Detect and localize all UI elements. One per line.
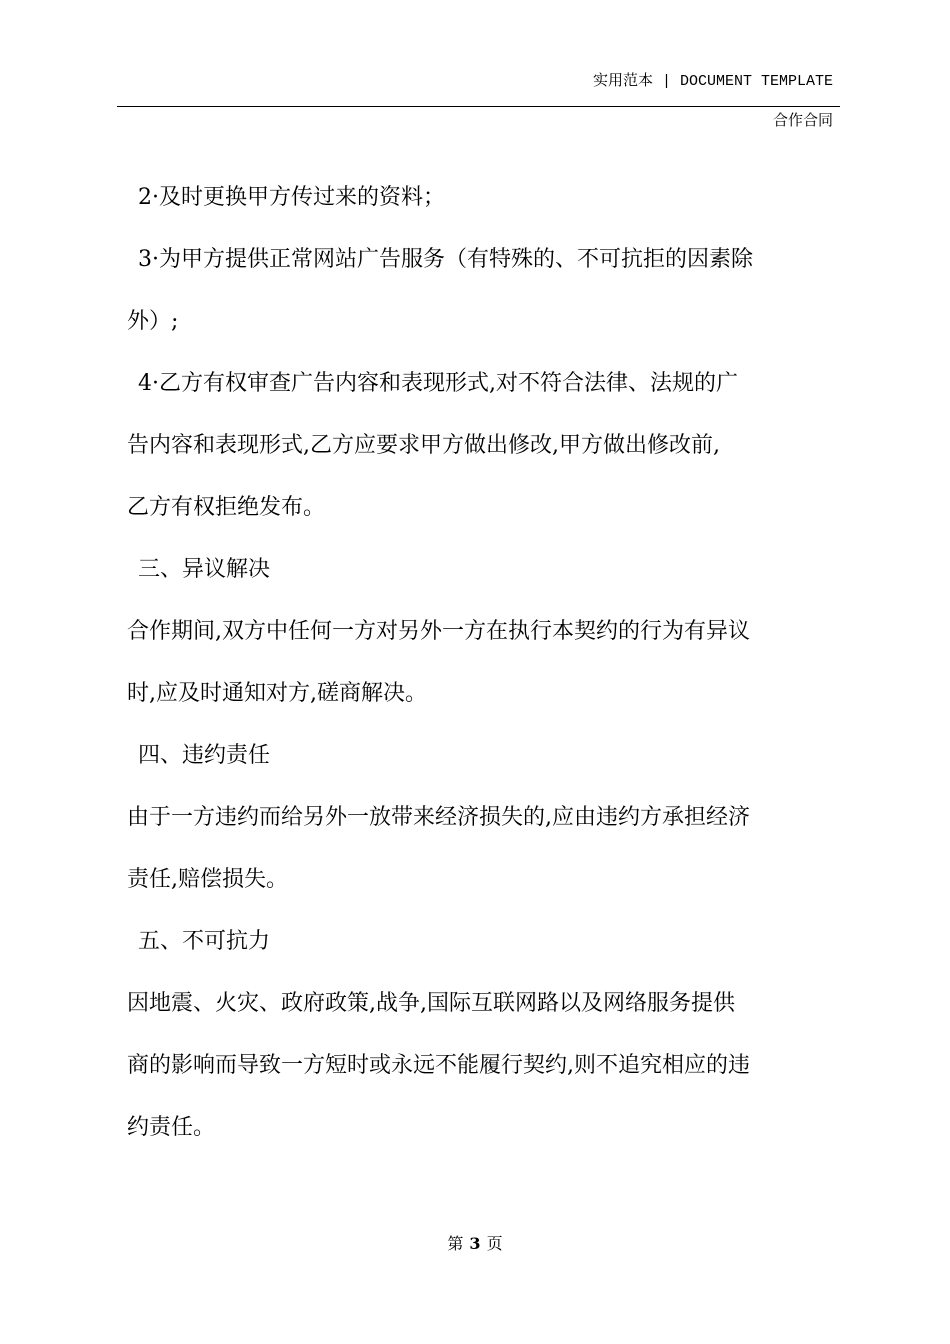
- body-line: 因地震、火灾、政府政策,战争,国际互联网路以及网络服务提供: [127, 991, 735, 1016]
- header-divider: [117, 106, 840, 107]
- body-line: 4·乙方有权审查广告内容和表现形式,对不符合法律、法规的广: [138, 371, 738, 396]
- body-line: 由于一方违约而给另外一放带来经济损失的,应由违约方承担经济: [127, 805, 750, 830]
- body-line: 约责任。: [127, 1115, 216, 1140]
- body-line: 合作期间,双方中任何一方对另外一方在执行本契约的行为有异议: [127, 619, 750, 644]
- section-heading: 三、异议解决: [138, 557, 271, 582]
- body-line: 2·及时更换甲方传过来的资料；: [138, 185, 445, 210]
- body-line: 责任,赔偿损失。: [127, 867, 288, 892]
- footer-suffix: 页: [486, 1234, 503, 1253]
- header-separator: |: [652, 73, 680, 90]
- section-heading: 四、违约责任: [138, 743, 271, 768]
- body-line: 商的影响而导致一方短时或永远不能履行契约,则不追究相应的违: [127, 1053, 750, 1078]
- footer-prefix: 第: [447, 1234, 464, 1253]
- header-subtitle: DOCUMENT TEMPLATE: [679, 73, 833, 90]
- body-line: 时,应及时通知对方,磋商解决。: [127, 681, 427, 706]
- body-line: 告内容和表现形式,乙方应要求甲方做出修改,甲方做出修改前,: [127, 433, 720, 458]
- body-line: 外）;: [127, 309, 179, 334]
- header-doc-type: 合作合同: [772, 111, 833, 129]
- document-body: [127, 167, 837, 1159]
- page-number: 3: [469, 1234, 481, 1253]
- page-footer: [0, 1233, 950, 1255]
- section-heading: 五、不可抗力: [138, 929, 271, 954]
- header-brand: 实用范本: [592, 71, 653, 89]
- body-line: 3·为甲方提供正常网站广告服务（有特殊的、不可抗拒的因素除: [138, 247, 753, 272]
- body-line: 乙方有权拒绝发布。: [127, 495, 326, 520]
- header-title: [593, 70, 833, 92]
